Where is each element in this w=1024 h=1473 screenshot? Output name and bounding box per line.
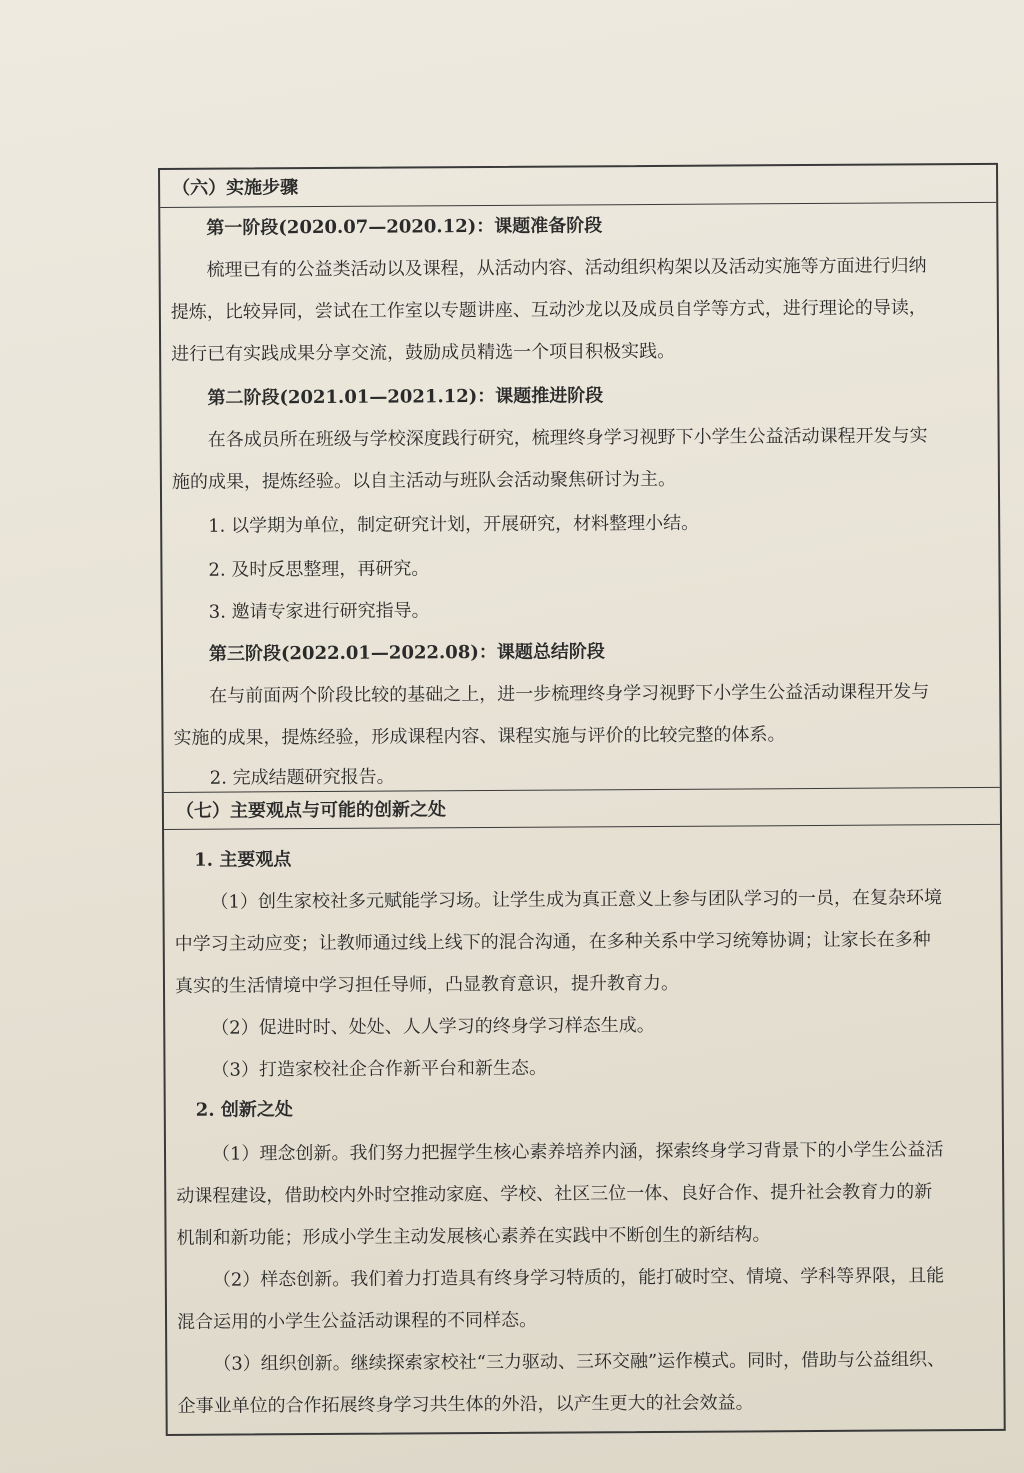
stage-2-para-line: 施的成果，提炼经验。以自主活动与班队会活动聚焦研讨为主。 bbox=[171, 468, 676, 493]
stage-2-item: 2. 及时反思整理，再研究。 bbox=[208, 558, 430, 581]
part-1-para-line: （1）创生家校社多元赋能学习场。让学生成为真正意义上参与团队学习的一员，在复杂环境 bbox=[210, 887, 942, 913]
stage-2-para-line: 在各成员所在班级与学校深度践行研究，梳理终身学习视野下小学生公益活动课程开发与实 bbox=[207, 425, 928, 451]
part-1-title: 1. 主要观点 bbox=[194, 849, 292, 871]
stage-1-para-line: 进行已有实践成果分享交流，鼓励成员精选一个项目积极实践。 bbox=[171, 340, 676, 365]
part-2-para-line: （3）组织创新。继续探索家校社“三力驱动、三环交融”运作模式。同时，借助与公益组织、 bbox=[213, 1349, 946, 1375]
form-table bbox=[158, 163, 1006, 1436]
part-2-para-line: 混合运用的小学生公益活动课程的不同样态。 bbox=[176, 1309, 538, 1333]
stage-1-para-line: 梳理已有的公益类活动以及课程，从活动内容、活动组织构架以及活动实施等方面进行归纳 bbox=[206, 255, 927, 281]
part-1-para-line: 真实的生活情境中学习担任导师，凸显教育意识，提升教育力。 bbox=[174, 972, 680, 997]
section-6-heading: （六）实施步骤 bbox=[160, 165, 996, 208]
section-7-heading: （七）主要观点与可能的创新之处 bbox=[164, 787, 1000, 830]
part-1-point: （2）促进时时、处处、人人学习的终身学习样态生成。 bbox=[211, 1014, 655, 1039]
stage-3-item: 2. 完成结题研究报告。 bbox=[209, 766, 395, 789]
stage-2-item: 3. 邀请专家进行研究指导。 bbox=[208, 600, 430, 623]
stage-1-para-line: 提炼，比较异同，尝试在工作室以专题讲座、互动沙龙以及成员自学等方式，进行理论的导读， bbox=[170, 297, 927, 323]
part-1-para-line: 中学习主动应变；让教师通过线上线下的混合沟通，在多种关系中学习统筹协调；让家长在多种 bbox=[174, 929, 931, 955]
part-2-para-line: 机制和新功能；形成小学生主动发展核心素养在实践中不断创生的新结构。 bbox=[176, 1224, 771, 1249]
part-1-point: （3）打造家校社企合作新平台和新生态。 bbox=[211, 1057, 548, 1081]
stage-2-title: 第二阶段(2021.01—2021.12)：课题推进阶段 bbox=[207, 385, 604, 409]
part-2-para-line: 动课程建设，借助校内外时空推动家庭、学校、社区三位一体、良好合作、提升社会教育力的新 bbox=[176, 1181, 933, 1207]
stage-3-para-line: 实施的成果，提炼经验，形成课程内容、课程实施与评价的比较完整的体系。 bbox=[173, 724, 786, 749]
stage-3-para-line: 在与前面两个阶段比较的基础之上，进一步梳理终身学习视野下小学生公益活动课程开发与 bbox=[209, 681, 930, 707]
part-2-para-line: （2）样态创新。我们着力打造具有终身学习特质的，能打破时空、情境、学科等界限，且能 bbox=[212, 1265, 945, 1291]
part-2-title: 2. 创新之处 bbox=[195, 1099, 293, 1121]
stage-2-item: 1. 以学期为单位，制定研究计划，开展研究，材料整理小结。 bbox=[208, 512, 700, 537]
part-2-para-line: 企事业单位的合作拓展终身学习共生体的外沿，以产生更大的社会效益。 bbox=[177, 1392, 754, 1417]
stage-1-title: 第一阶段(2020.07—2020.12)：课题准备阶段 bbox=[206, 215, 603, 239]
stage-3-title: 第三阶段(2022.01—2022.08)：课题总结阶段 bbox=[208, 641, 605, 665]
part-2-para-line: （1）理念创新。我们努力把握学生核心素养培养内涵，探索终身学习背景下的小学生公益活 bbox=[211, 1139, 944, 1165]
